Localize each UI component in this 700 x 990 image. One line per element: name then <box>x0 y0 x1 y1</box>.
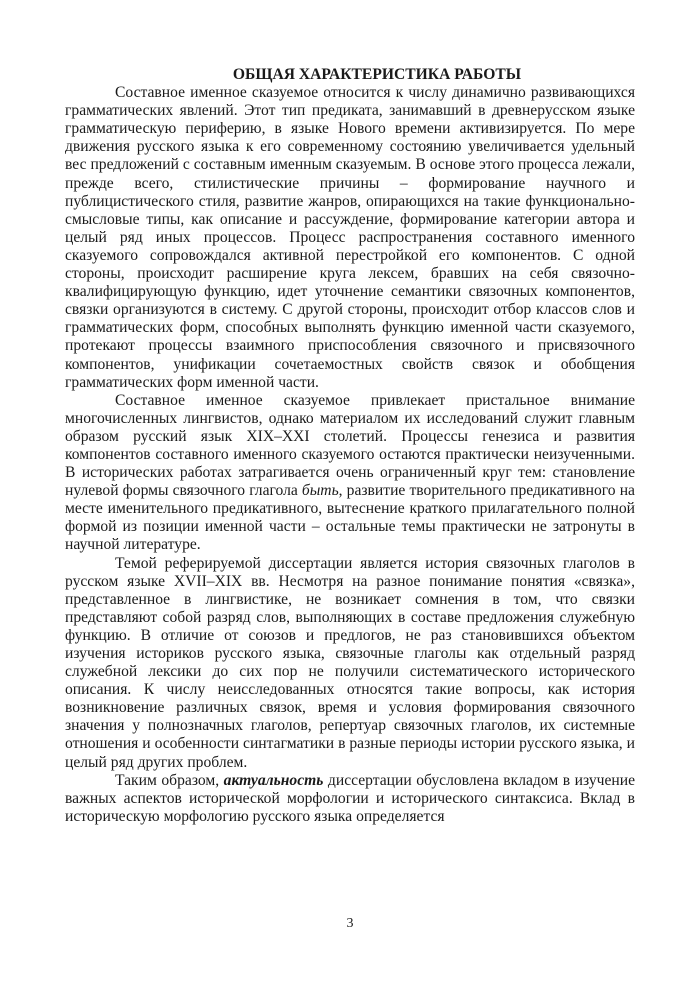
document-page <box>65 66 635 826</box>
paragraph-2 <box>65 392 635 555</box>
paragraph-4-text-before: Таким образом, <box>115 771 224 789</box>
paragraph-2-italic-term: быть <box>301 482 339 500</box>
paragraph-2-text-before: Составное именное сказуемое привлекает пристальное внимание многочисленных лингвистов, однако материалом их исследований служит главным образом русский язык XIX–XXI столетий. Процессы генезиса и развития компонентов составного именного сказуемого остаются практически неизученными. В исторических работах затрагивается очень ограниченный круг тем: становление нулевой формы связочного глагола <box>65 391 635 500</box>
paragraph-3: Темой реферируемой диссертации является история связочных глаголов в русском языке XVII–XIX вв. Несмотря на разное понимание понятия «связка», представленное в лингвистике, не возникает сомнения в том, что связки представляют собой разряд слов, выполняющих в составе предложения служебную функцию. В отличие от союзов и предлогов, не раз становившихся объектом изучения историков русского языка, связочные глаголы как отдельный разряд служебной лексики до сих пор не получили систематического исторического описания. К числу неисследованных относятся такие вопросы, как история возникновение различных связок, время и условия формирования связочного значения у полнозначных глаголов, репертуар связочных глаголов, их системные отношения и особенности синтагматики в разные периоды истории русского языка, и целый ряд других проблем. <box>65 554 635 771</box>
page-number: 3 <box>346 916 354 931</box>
section-title: ОБЩАЯ ХАРАКТЕРИСТИКА РАБОТЫ <box>232 66 522 83</box>
paragraph-2-text-after: , развитие творительного предикативного на месте именительного предикативного, вытеснение краткого прилагательного полной формой из позиции именной части – остальные темы практически не затронуты в научной литературе. <box>65 482 635 554</box>
paragraph-4-text-after: диссертации обусловлена вкладом в изучение важных аспектов исторической морфологии и исторического синтаксиса. Вклад в историческую морфологию русского языка определяется <box>65 771 635 825</box>
paragraph-4-keyword: актуальность <box>223 771 324 789</box>
paragraph-1: Составное именное сказуемое относится к числу динамично развивающихся грамматических явлений. Этот тип предиката, занимавший в древнерусском языке грамматическую периферию, в языке Нового времени активизируется. По мере движения русского языка к его современному состоянию увеличивается удельный вес предложений с составным именным сказуемым. В основе этого процесса лежали, прежде всего, стилистические причины – формирование научного и публицистического стиля, развитие жанров, опирающихся на такие функционально-смысловые типы, как описание и рассуждение, формирование категории автора и целый ряд иных процессов. Процесс распространения составного именного сказуемого сопровождался активной перестройкой его компонентов. С одной стороны, происходит расширение круга лексем, бравших на себя связочно-квалифицирующую функцию, идет уточнение семантики связочных компонентов, связки организуются в систему. С другой стороны, происходит отбор классов слов и грамматических форм, способных выполнять функцию именной части сказуемого, протекают процессы взаимного приспособления связочного и присвязочного компонентов, унификации сочетаемостных свойств связок и обобщения грамматических форм именной части. <box>65 84 635 391</box>
paragraph-4 <box>65 772 635 826</box>
